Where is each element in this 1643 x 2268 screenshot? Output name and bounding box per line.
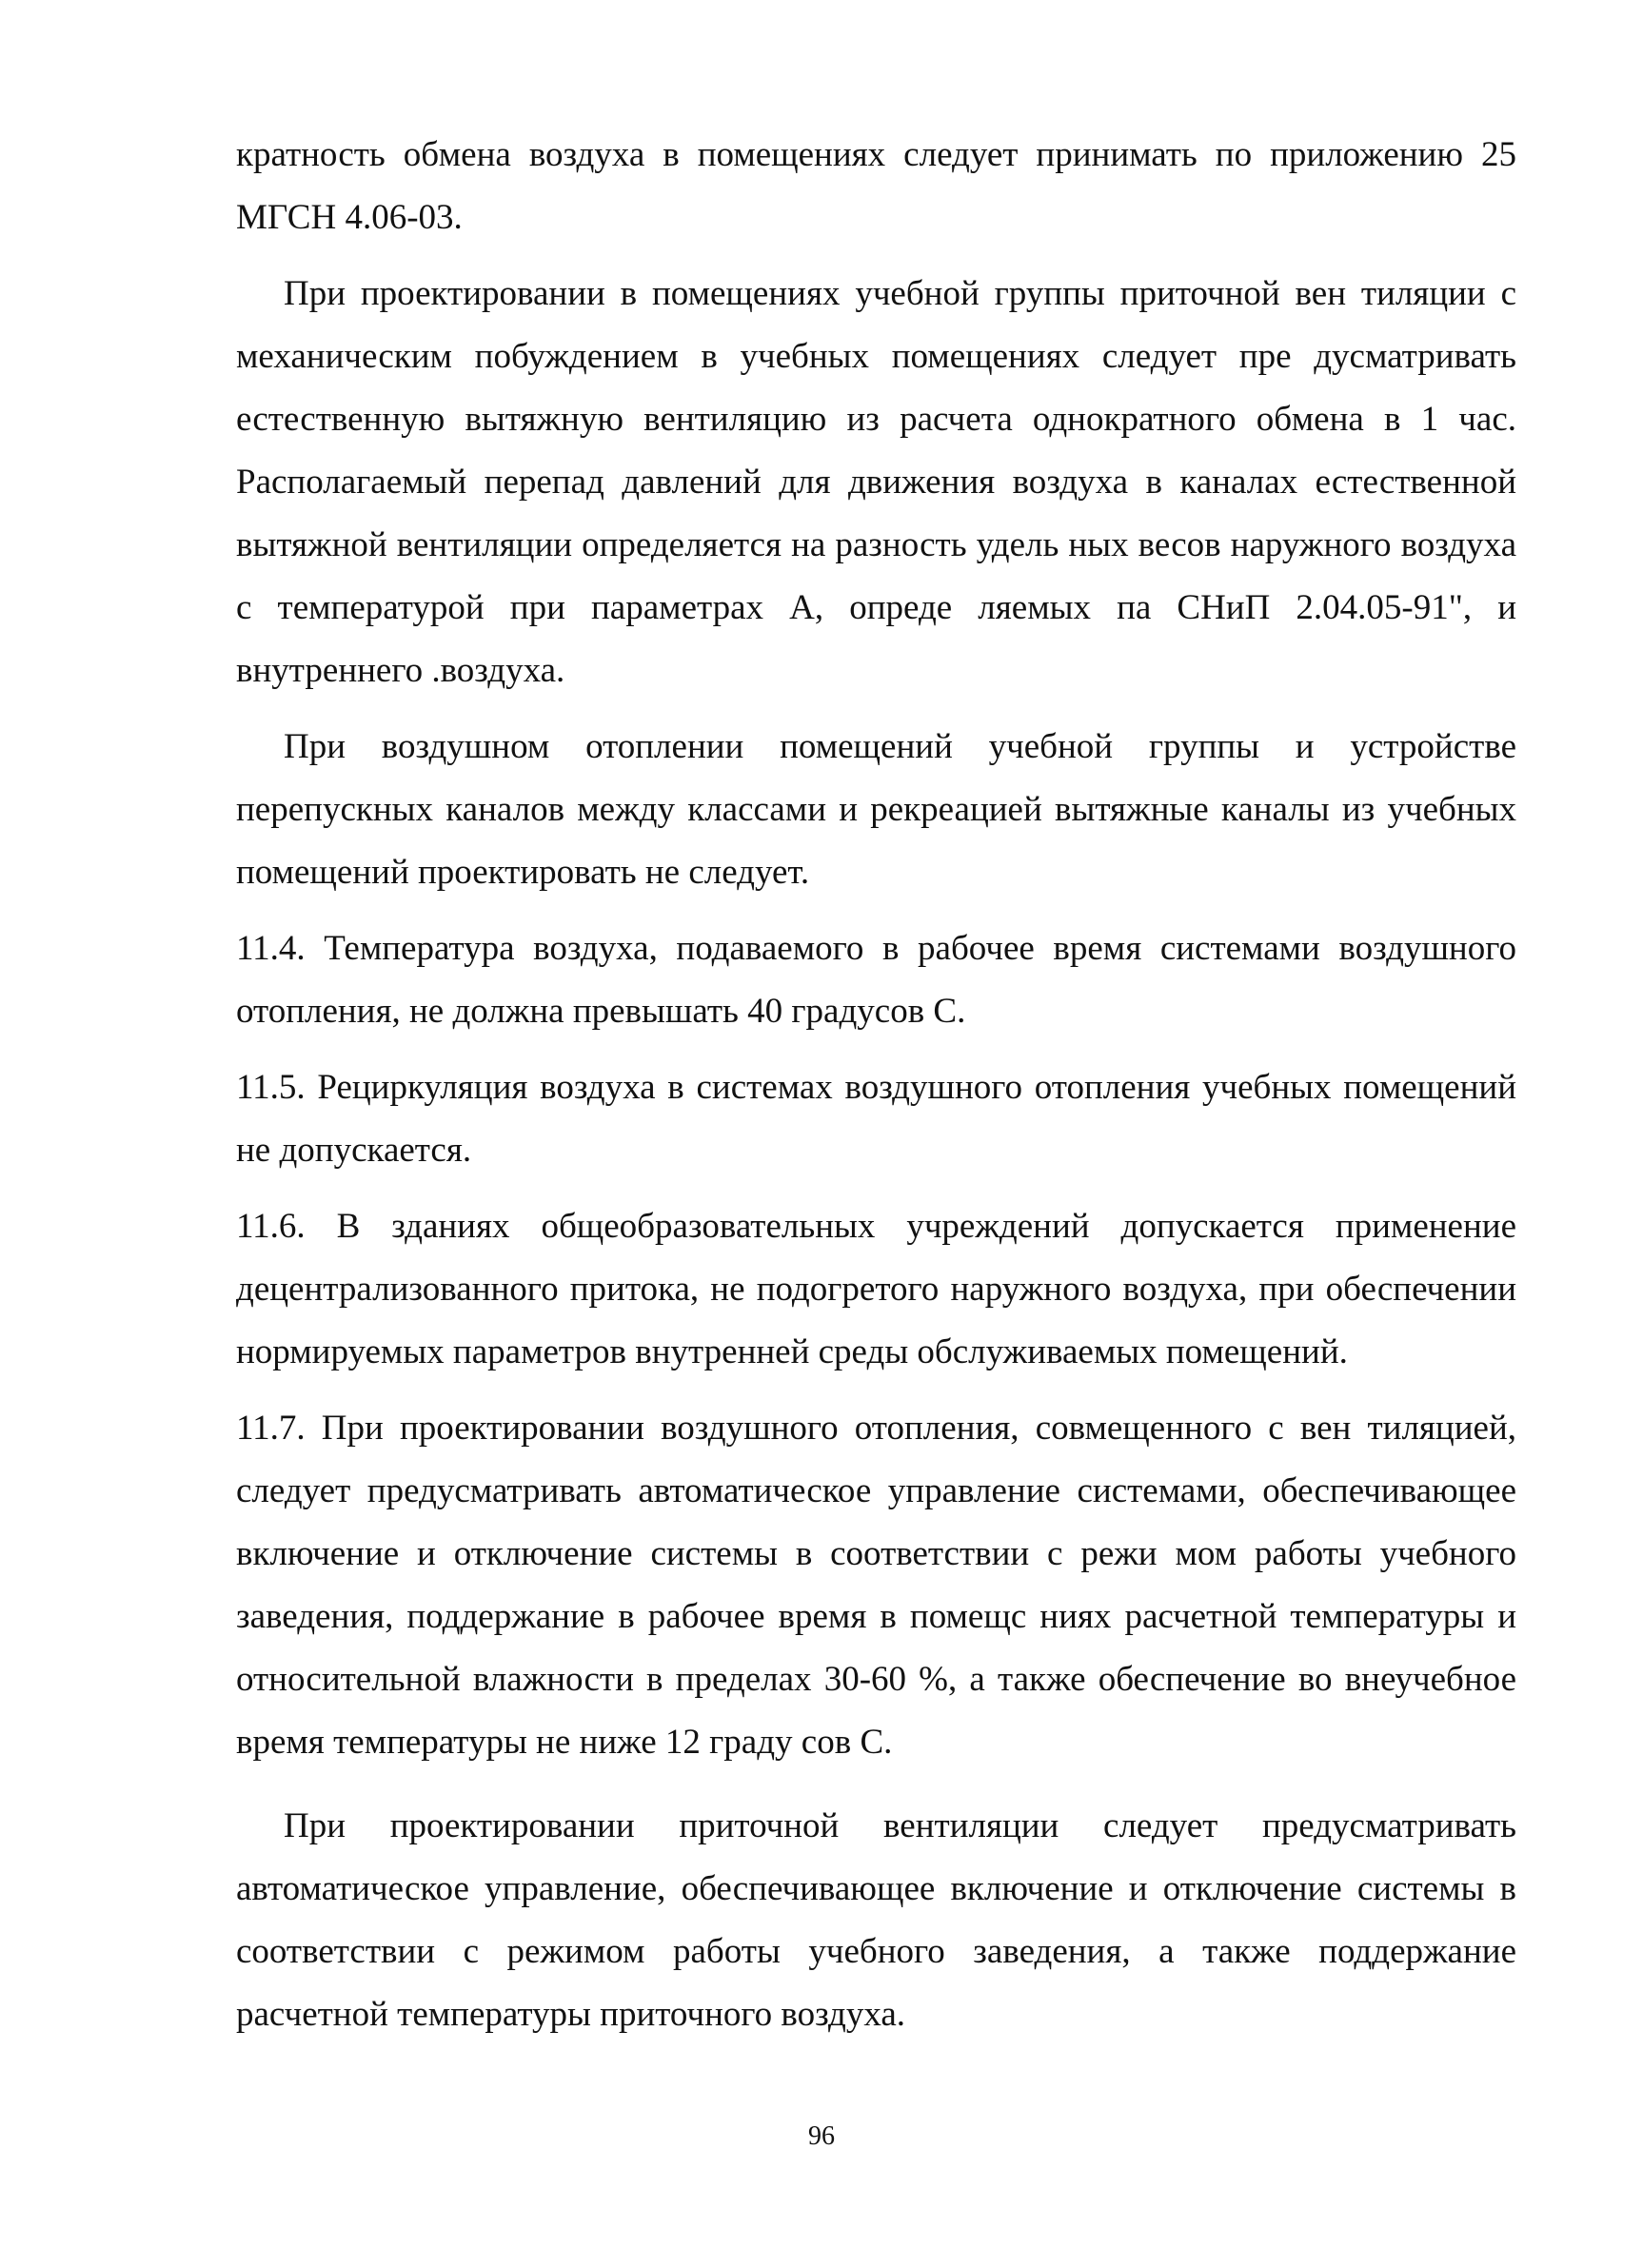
clause-11-6: 11.6. В зданиях общеобразовательных учреждений допускается применение децентрализованного притока, не подогретого наружного воздуха, при обеспечении нормируемых параметров внутренней среды обслуживаемых помещений. [236, 1207, 1516, 1371]
page-body [236, 124, 1516, 2046]
clause-11-7: 11.7. При проектировании воздушного отопления, совмещенного с вен тиляцией, следует предусматривать автоматическое управление системами, обеспечивающее включение и отключение системы в соответствии с режи мом работы учебного заведения, поддержание в рабочее время в помещс ниях расчетной температуры и относительной влажности в пределах 30-60 %, а также обеспечение во внеучебное время температуры не ниже 12 граду сов С. [236, 1409, 1516, 1762]
paragraph-supply-ventilation-design: При проектировании в помещениях учебной группы приточной вен тиляции с механическим побуждением в учебных помещениях следует пре дусматривать естественную вытяжную вентиляцию из расчета однократного обмена в 1 час. Располагаемый перепад давлений для движения воздуха в каналах естественной вытяжной вентиляции определяется на разность удель ных весов наружного воздуха с температурой при параметрах А, опреде ляемых па СНиП 2.04.05-91", и внутреннего .воздуха. [236, 274, 1516, 690]
paragraph-supply-ventilation-control: При проектировании приточной вентиляции следует предусматривать автоматическое управление, обеспечивающее включение и отключение системы в соответствии с режимом работы учебного заведения, а также поддержание расчетной температуры приточного воздуха. [236, 1806, 1516, 2034]
page-number: 96 [808, 2121, 835, 2151]
clause-11-5: 11.5. Рециркуляция воздуха в системах воздушного отопления учебных помещений не допускается. [236, 1068, 1516, 1170]
paragraph-air-heating-bypass: При воздушном отоплении помещений учебной группы и устройстве перепускных каналов между классами и рекреацией вытяжные каналы из учебных помещений проектировать не следует. [236, 727, 1516, 892]
clause-11-4: 11.4. Температура воздуха, подаваемого в рабочее время системами воздушного отопления, не должна превышать 40 градусов С. [236, 929, 1516, 1031]
paragraph-air-exchange-rate: кратность обмена воздуха в помещениях следует принимать по приложению 25 МГСН 4.06-03. [236, 135, 1516, 237]
